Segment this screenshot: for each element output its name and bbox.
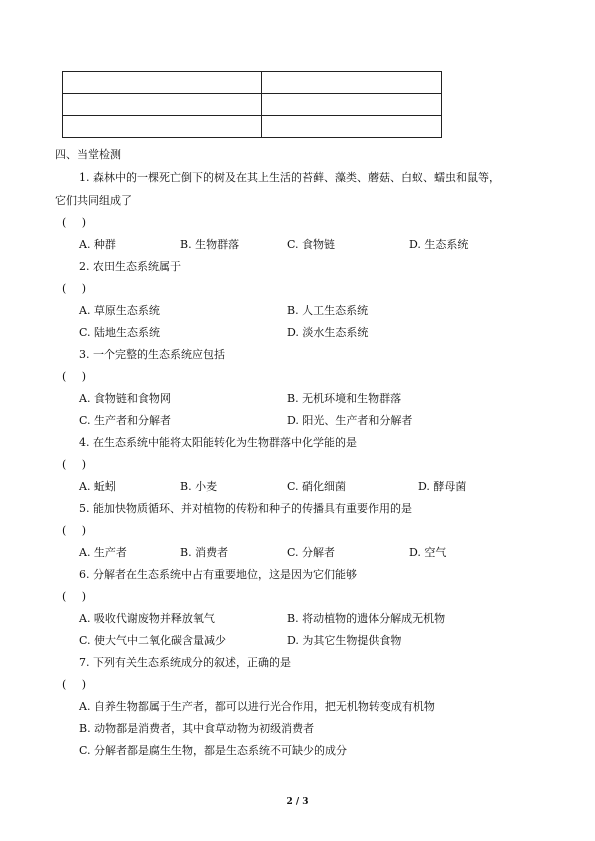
page-number: 2 / 3 xyxy=(286,797,309,807)
answer-paren: ( ) xyxy=(62,678,93,691)
option-b: B. 动物都是消费者，其中食草动物为初级消费者 xyxy=(79,722,315,735)
option-a: A. 种群 xyxy=(79,238,116,251)
option-d: D. 淡水生态系统 xyxy=(287,326,369,339)
option-b: B. 人工生态系统 xyxy=(287,304,369,317)
option-d: D. 生态系统 xyxy=(409,238,469,251)
question-2-stem: 2. 农田生态系统属于 xyxy=(79,260,181,273)
table-cell xyxy=(63,116,262,138)
option-a: A. 生产者 xyxy=(79,546,127,559)
blank-table xyxy=(62,71,442,138)
option-c: C. 生产者和分解者 xyxy=(79,414,172,427)
option-c: C. 分解者都是腐生生物，都是生态系统不可缺少的成分 xyxy=(79,744,348,757)
question-3-stem: 3. 一个完整的生态系统应包括 xyxy=(79,348,225,361)
table-cell xyxy=(63,94,262,116)
answer-paren: ( ) xyxy=(62,216,93,229)
option-b: B. 小麦 xyxy=(180,480,218,493)
option-a: A. 食物链和食物网 xyxy=(79,392,171,405)
answer-paren: ( ) xyxy=(62,282,93,295)
answer-paren: ( ) xyxy=(62,590,93,603)
table-row xyxy=(63,94,442,116)
option-a: A. 吸收代谢废物并释放氧气 xyxy=(79,612,215,625)
option-b: B. 消费者 xyxy=(180,546,229,559)
answer-paren: ( ) xyxy=(62,524,93,537)
option-c: C. 硝化细菌 xyxy=(287,480,347,493)
table-cell xyxy=(262,116,442,138)
section-title: 四、当堂检测 xyxy=(55,148,121,161)
option-d: D. 为其它生物提供食物 xyxy=(287,634,402,647)
option-d: D. 阳光、生产者和分解者 xyxy=(287,414,413,427)
table-cell xyxy=(262,94,442,116)
question-1-stem-cont: 它们共同组成了 xyxy=(55,194,132,207)
option-c: C. 分解者 xyxy=(287,546,336,559)
question-6-stem: 6. 分解者在生态系统中占有重要地位，这是因为它们能够 xyxy=(79,568,357,581)
option-d: D. 酵母菌 xyxy=(418,480,467,493)
option-c: C. 使大气中二氧化碳含量减少 xyxy=(79,634,227,647)
table-cell xyxy=(63,72,262,94)
option-b: B. 将动植物的遗体分解成无机物 xyxy=(287,612,446,625)
answer-paren: ( ) xyxy=(62,370,93,383)
answer-paren: ( ) xyxy=(62,458,93,471)
option-c: C. 食物链 xyxy=(287,238,336,251)
option-a: A. 自养生物都属于生产者，都可以进行光合作用，把无机物转变成有机物 xyxy=(79,700,435,713)
option-a: A. 蚯蚓 xyxy=(79,480,116,493)
table-row xyxy=(63,72,442,94)
option-a: A. 草原生态系统 xyxy=(79,304,160,317)
question-4-stem: 4. 在生态系统中能将太阳能转化为生物群落中化学能的是 xyxy=(79,436,357,449)
question-1-stem: 1. 森林中的一棵死亡倒下的树及在其上生活的苔藓、藻类、蘑菇、白蚁、蠕虫和鼠等， xyxy=(79,171,500,184)
table-row xyxy=(63,116,442,138)
table-cell xyxy=(262,72,442,94)
option-c: C. 陆地生态系统 xyxy=(79,326,161,339)
option-b: B. 生物群落 xyxy=(180,238,240,251)
option-b: B. 无机环境和生物群落 xyxy=(287,392,402,405)
question-5-stem: 5. 能加快物质循环、并对植物的传粉和种子的传播具有重要作用的是 xyxy=(79,502,412,515)
question-7-stem: 7. 下列有关生态系统成分的叙述，正确的是 xyxy=(79,656,291,669)
option-d: D. 空气 xyxy=(409,546,447,559)
